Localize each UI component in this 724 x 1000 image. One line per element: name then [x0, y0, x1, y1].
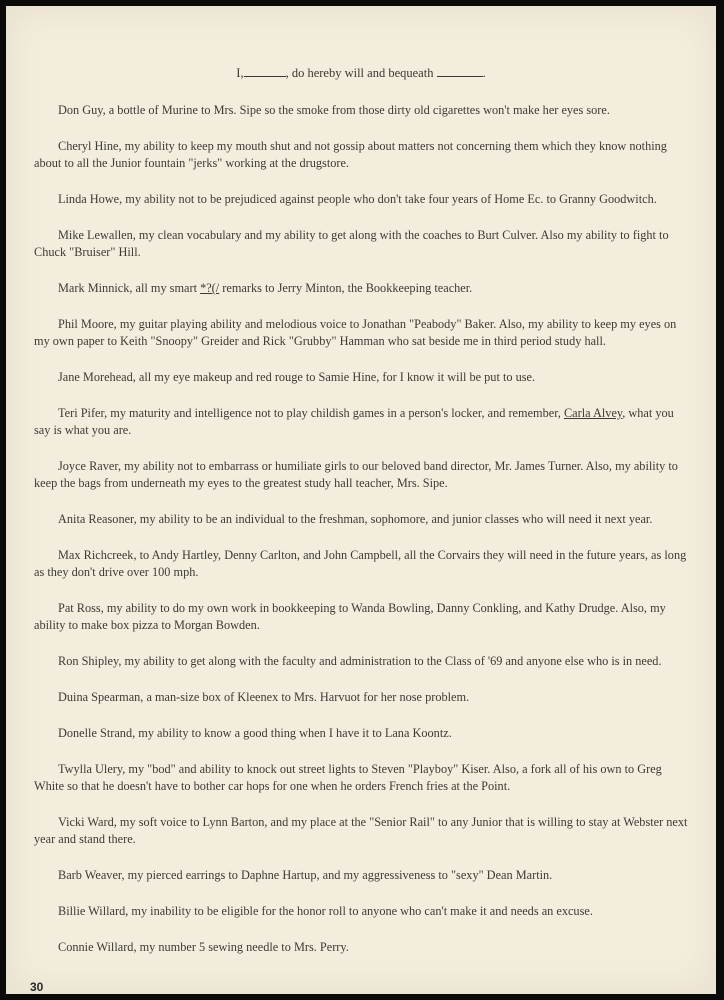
bequest-entry: Max Richcreek, to Andy Hartley, Denny Carlton, and John Campbell, all the Corvairs they will need in the future years, as long as they don't drive over 100 mph.: [34, 548, 687, 579]
bequest-blank: [437, 68, 483, 77]
page-number: 30: [30, 980, 44, 994]
bequest-entry: Cheryl Hine, my ability to keep my mouth shut and not gossip about matters not concerning them which they know nothing about to all the Junior fountain "jerks" working at the drugstore.: [34, 139, 667, 170]
bequest-entry: Barb Weaver, my pierced earrings to Daphne Hartup, and my aggressiveness to "sexy" Dean Martin.: [58, 868, 553, 882]
underlined-text: Carla Alvey: [563, 406, 623, 420]
bequest-entry: Ron Shipley, my ability to get along with the faculty and administration to the Class of '69 and anyone else who is in need.: [58, 654, 662, 668]
heading-part-1: I,: [236, 66, 244, 80]
bequest-entry: Mark Minnick, all my smart *?(/ remarks to Jerry Minton, the Bookkeeping teacher.: [58, 281, 473, 295]
bequest-entry: Duina Spearman, a man-size box of Kleenex to Mrs. Harvuot for her nose problem.: [58, 690, 470, 704]
bequest-entry: Joyce Raver, my ability not to embarrass or humiliate girls to our beloved band director, Mr. James Turner. Also, my ability to keep the bags from underneath my eyes to the greatest study hall teacher, Mrs. Sipe.: [34, 459, 678, 490]
bequest-list: [34, 102, 688, 975]
bequest-entry: Pat Ross, my ability to do my own work in bookkeeping to Wanda Bowling, Danny Conkling, and Kathy Drudge. Also, my ability to make box pizza to Morgan Bowden.: [34, 601, 666, 632]
bequest-entry: Vicki Ward, my soft voice to Lynn Barton, and my place at the "Senior Rail" to any Junior that is willing to stay at Webster next year and stand there.: [34, 815, 688, 846]
bequest-entry: Phil Moore, my guitar playing ability and melodious voice to Jonathan "Peabody" Baker. Also, my ability to keep my eyes on my own paper to Keith "Snoopy" Greider and Rick "Grubby" Hamman who sat beside me in third period study hall.: [34, 317, 677, 348]
bequest-entry: Billie Willard, my inability to be eligible for the honor roll to anyone who can't make it and needs an excuse.: [58, 904, 593, 918]
bequest-entry: Mike Lewallen, my clean vocabulary and my ability to get along with the coaches to Burt Culver. Also my ability to fight to Chuck "Bruiser" Hill.: [34, 228, 669, 259]
heading-part-3: .: [482, 66, 486, 80]
bequest-entry: Donelle Strand, my ability to know a good thing when I have it to Lana Koontz.: [58, 726, 452, 740]
underlined-text: *?(/: [200, 281, 220, 295]
bequest-entry: Don Guy, a bottle of Murine to Mrs. Sipe so the smoke from those dirty old cigarettes won't make her eyes sore.: [58, 103, 610, 117]
bequest-entry: Anita Reasoner, my ability to be an individual to the freshman, sophomore, and junior classes who will need it next year.: [58, 512, 653, 526]
bequest-entry: Linda Howe, my ability not to be prejudiced against people who don't take four years of Home Ec. to Granny Goodwitch.: [58, 192, 657, 206]
bequest-entry: Jane Morehead, all my eye makeup and red rouge to Samie Hine, for I know it will be put to use.: [58, 370, 536, 384]
heading-part-2: , do hereby will and bequeath: [285, 66, 434, 80]
bequest-entry: Teri Pifer, my maturity and intelligence not to play childish games in a person's locker, and remember, Carla Alvey, what you say is what you are.: [34, 406, 674, 437]
document-page: [6, 6, 716, 994]
name-blank: [244, 68, 286, 77]
will-heading: [6, 66, 716, 81]
bequest-entry: Twylla Ulery, my "bod" and ability to knock out street lights to Steven "Playboy" Kiser. Also, a fork all of his own to Greg White so that he doesn't have to bother car hops for one when he orders French fries at the Point.: [34, 762, 662, 793]
bequest-entry: Connie Willard, my number 5 sewing needle to Mrs. Perry.: [58, 940, 349, 954]
